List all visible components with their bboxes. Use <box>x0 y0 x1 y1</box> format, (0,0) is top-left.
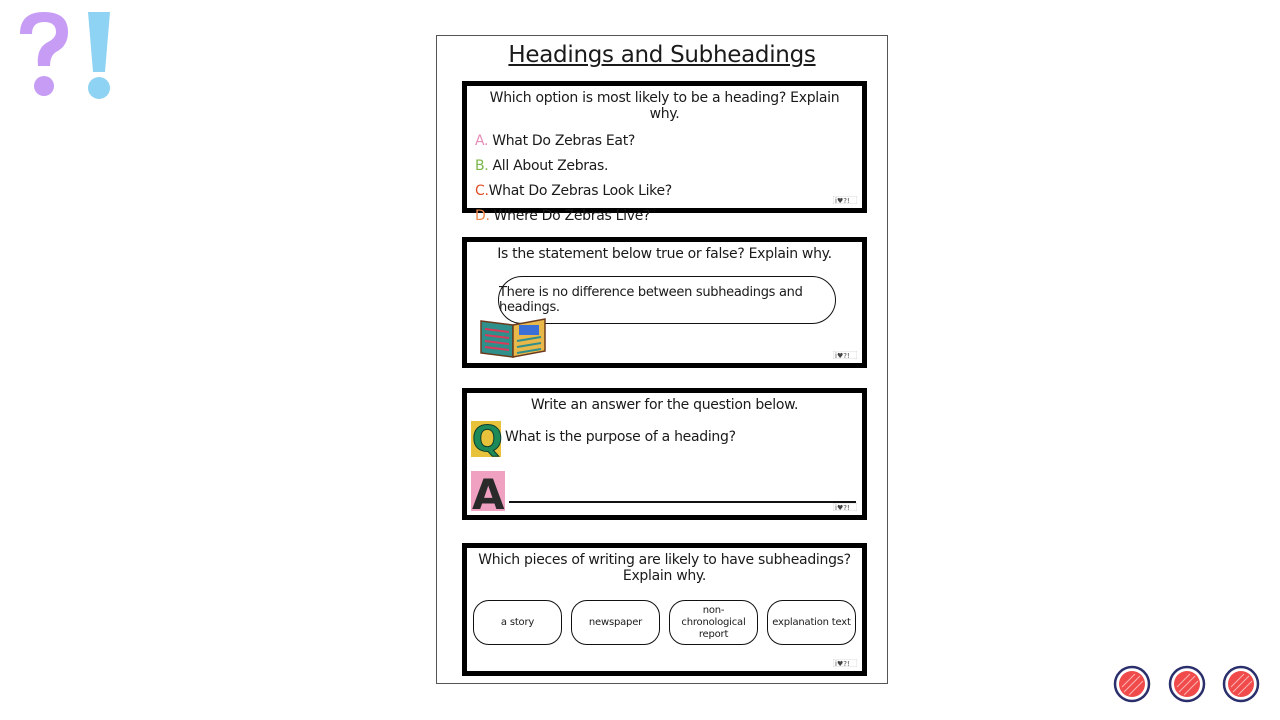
svg-text:i♥?!: i♥?! <box>835 197 850 204</box>
svg-text:Q: Q <box>472 419 503 459</box>
svg-text:A: A <box>472 470 505 513</box>
option-c <box>475 179 862 204</box>
letter-a-icon <box>471 467 509 513</box>
card-question: Which option is most likely to be a heading? Explain why. <box>489 90 840 122</box>
worksheet-page <box>436 35 888 684</box>
option-letter: C. <box>475 183 489 199</box>
question-exclamation-logo-icon <box>12 8 122 104</box>
mini-logo-icon <box>833 503 857 511</box>
mini-logo-icon <box>833 351 857 359</box>
choice-explanation-text: explanation text <box>767 600 856 645</box>
page-title: Headings and Subheadings <box>508 42 816 68</box>
option-letter: A. <box>475 133 489 149</box>
question-card-write-answer <box>462 388 867 520</box>
option-a <box>475 129 862 154</box>
question-prompt: What is the purpose of a heading? <box>505 429 736 445</box>
svg-text:i♥?!: i♥?! <box>835 352 850 359</box>
svg-text:i♥?!: i♥?! <box>835 660 850 667</box>
mini-logo-icon <box>833 196 857 204</box>
choice-newspaper: newspaper <box>571 600 660 645</box>
option-text: All About Zebras. <box>492 158 609 174</box>
option-d <box>475 204 862 229</box>
choice-non-chronological-report: non-chronological report <box>669 600 758 645</box>
question-card-heading-options <box>462 81 867 224</box>
answer-line <box>509 501 856 503</box>
svg-text:i♥?!: i♥?! <box>835 504 850 511</box>
card-question: Write an answer for the question below. <box>530 397 799 413</box>
choice-list <box>473 600 856 645</box>
letter-q-icon <box>471 419 505 459</box>
question-card-subheadings <box>462 543 867 676</box>
nav-button-1[interactable] <box>1113 665 1151 703</box>
option-list <box>475 129 862 229</box>
nav-button-2[interactable] <box>1168 665 1206 703</box>
option-b <box>475 154 862 179</box>
option-letter: B. <box>475 158 489 174</box>
option-text: What Do Zebras Look Like? <box>488 183 672 199</box>
open-book-icon <box>479 315 547 359</box>
option-text: What Do Zebras Eat? <box>492 133 636 149</box>
card-question: Which pieces of writing are likely to have subheadings? Explain why. <box>478 552 851 584</box>
nav-button-3[interactable] <box>1222 665 1260 703</box>
card-question: Is the statement below true or false? Explain why. <box>497 246 832 262</box>
statement-bubble: There is no difference between subheadings and headings. <box>498 276 836 324</box>
mini-logo-icon <box>833 659 857 667</box>
question-card-true-false <box>462 237 867 368</box>
option-text: Where Do Zebras Live? <box>493 208 651 224</box>
choice-story: a story <box>473 600 562 645</box>
option-letter: D. <box>475 208 490 224</box>
